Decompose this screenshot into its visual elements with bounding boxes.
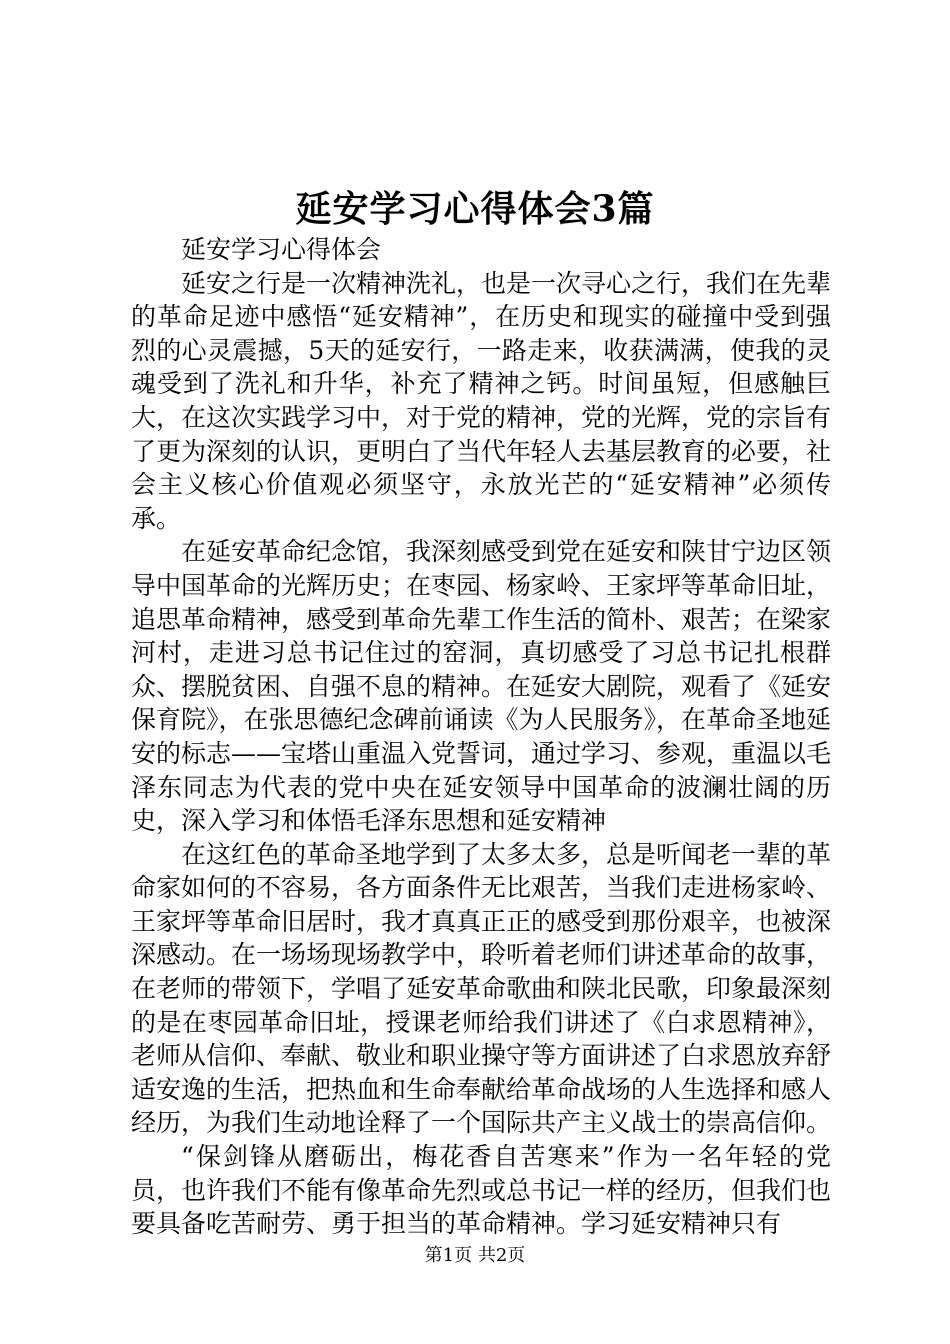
paragraph-subtitle: 延安学习心得体会 [181, 235, 382, 264]
paragraph: 在这红色的革命圣地学到了太多太多，总是听闻老一辈的革命家如何的不容易，各方面条件无比艰苦，当我们走进杨家岭、王家坪等革命旧居时，我才真真正正的感受到那份艰辛，也被深深感动。在一场场现场教学中，聆听着老师们讲述革命的故事，在老师的带领下，学唱了延安革命歌曲和陕北民歌，印象最深刻的是在枣园革命旧址，授课老师给我们讲述了《白求恩精神》，老师从信仰、奉献、敬业和职业操守等方面讲述了白求恩放弃舒适安逸的生活，把热血和生命奉献给革命战场的人生选择和感人经历，为我们生动地诠释了一个国际共产主义战士的崇高信仰。 [131, 839, 832, 1138]
page-number-footer: 第1页 共2页 [424, 1245, 526, 1266]
paragraph: 延安之行是一次精神洗礼，也是一次寻心之行，我们在先辈的革命足迹中感悟“延安精神”，在历史和现实的碰撞中受到强烈的心灵震撼，5天的延安行，一路走来，收获满满，使我的灵魂受到了洗礼和升华，补充了精神之钙。时间虽短，但感触巨大，在这次实践学习中，对于党的精神，党的光辉，党的宗旨有了更为深刻的认识，更明白了当代年轻人去基层教育的必要，社会主义核心价值观必须坚守，永放光芒的“延安精神”必须传承。 [131, 268, 832, 533]
paragraph: “保剑锋从磨砺出，梅花香自苦寒来”作为一名年轻的党员，也许我们不能有像革命先烈或总书记一样的经历，但我们也要具备吃苦耐劳、勇于担当的革命精神。学习延安精神只有 [131, 1142, 832, 1239]
document-title: 延安学习心得体会3篇 [295, 188, 655, 230]
document-body [131, 233, 831, 1241]
paragraph: 在延安革命纪念馆，我深刻感受到党在延安和陕甘宁边区领导中国革命的光辉历史；在枣园、杨家岭、王家坪等革命旧址，追思革命精神，感受到革命先辈工作生活的简朴、艰苦；在梁家河村，走进习总书记住过的窑洞，真切感受了习总书记扎根群众、摆脱贫困、自强不息的精神。在延安大剧院，观看了《延安保育院》，在张思德纪念碑前诵读《为人民服务》，在革命圣地延安的标志——宝塔山重温入党誓词，通过学习、参观，重温以毛泽东同志为代表的党中央在延安领导中国革命的波澜壮阔的历史，深入学习和体悟毛泽东思想和延安精神 [131, 537, 832, 836]
